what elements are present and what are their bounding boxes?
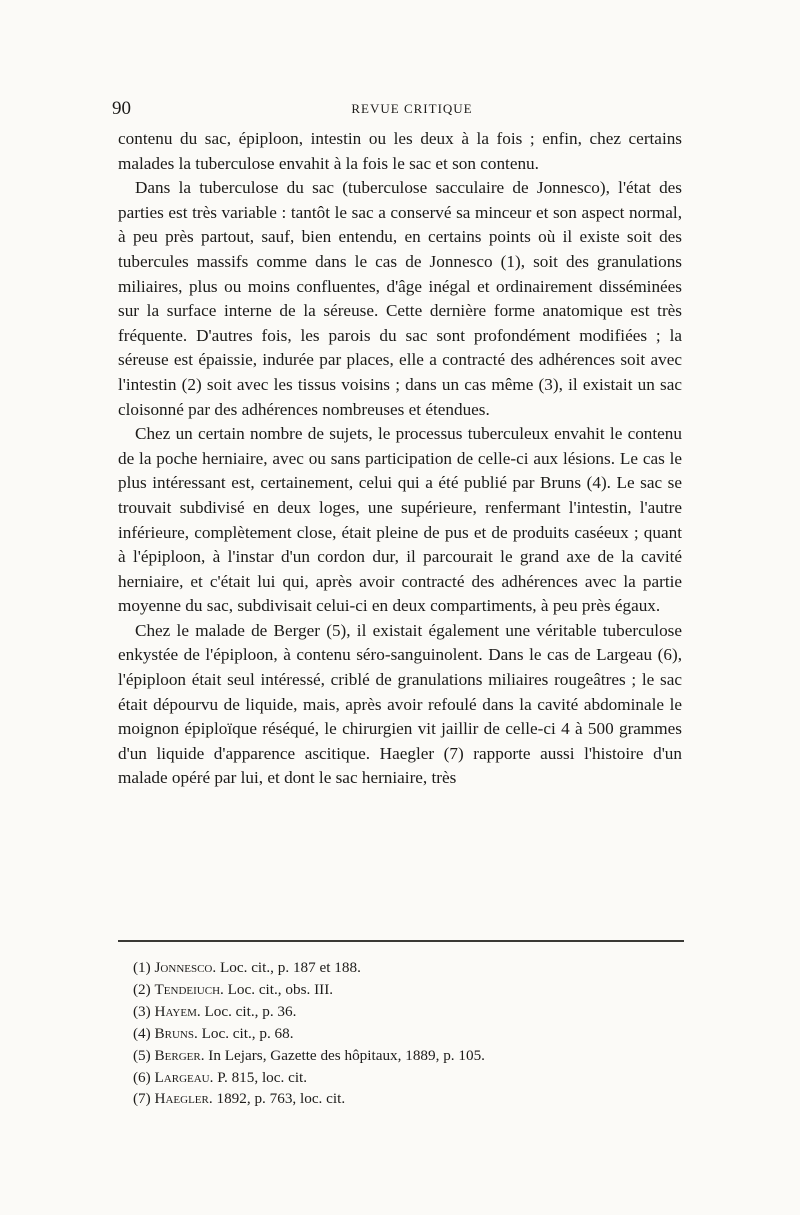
footnote-reference: In Lejars, Gazette des hôpitaux, 1889, p. 105. (208, 1046, 485, 1064)
footnote-author: Berger. (154, 1046, 205, 1064)
footnote (133, 1001, 673, 1023)
paragraph: Dans la tuberculose du sac (tuberculose sacculaire de Jonnesco), l'état des parties est très variable : tantôt le sac a conservé sa minceur et son aspect normal, à peu près partout, sauf, bien entendu, en certains points où il existe soit des tubercules massifs comme dans le cas de Jonnesco (1), soit des granulations miliaires, plus ou moins confluentes, d'âge inégal et ordinairement disséminées sur la surface interne de la séreuse. Cette dernière forme anatomique est très fréquente. D'autres fois, les parois du sac sont profondément modifiées ; la séreuse est épaissie, indurée par places, elle a contracté des adhérences soit avec l'intestin (2) soit avec les tissus voisins ; dans un cas même (3), il existait un sac cloisonné par des adhérences nombreuses et étendues. (118, 178, 682, 419)
footnote-reference: 1892, p. 763, loc. cit. (216, 1090, 346, 1108)
footnote-author: Bruns. (154, 1024, 198, 1042)
footnote-number: (3) (133, 1002, 151, 1020)
footnote (133, 979, 673, 1001)
paragraph: contenu du sac, épiploon, intestin ou les deux à la fois ; enfin, chez certains malades la tuberculose envahit à la fois le sac et son contenu. (118, 129, 682, 173)
footnote-author: Haegler. (154, 1090, 213, 1108)
footnote-reference: Loc. cit., p. 187 et 188. (219, 959, 361, 976)
footnote-reference: P. 815, loc. cit. (217, 1068, 308, 1086)
footnote-number: (5) (133, 1046, 151, 1064)
footnote-author: Hayem. (154, 1002, 201, 1020)
page-number: 90 (112, 98, 131, 119)
footnote-author: Tendeiuch. (154, 980, 224, 998)
paragraph: Chez le malade de Berger (5), il existait également une véritable tuberculose enkystée de l'épiploon, à contenu séro-sanguinolent. Dans le cas de Largeau (6), l'épiploon était seul intéressé, criblé de granulations miliaires rougeâtres ; le sac était dépourvu de liquide, mais, après avoir refoulé dans la cavité abdominale le moignon épiploïque réséqué, le chirurgien vit jaillir de celle-ci 4 à 500 grammes d'un liquide d'apparence ascitique. Haegler (7) rapporte aussi l'histoire d'un malade opéré par lui, et dont le sac herniaire, très (118, 620, 682, 788)
footnote-reference: Loc. cit., p. 68. (201, 1024, 294, 1042)
footnote-author: Largeau. (154, 1068, 214, 1086)
footnotes (133, 957, 673, 1110)
footnote-number: (2) (133, 980, 151, 998)
footnote-number: (6) (133, 1068, 151, 1086)
footnote-author: Jonnesco. (154, 959, 217, 976)
footnote-reference: Loc. cit., p. 36. (204, 1002, 297, 1020)
footnote-number: (1) (133, 959, 151, 976)
footnote (133, 1067, 673, 1089)
footnote-number: (4) (133, 1024, 151, 1042)
page-header (112, 98, 712, 122)
footnote-number: (7) (133, 1090, 151, 1108)
body-text (118, 127, 682, 791)
footnote (133, 1088, 673, 1110)
footnote-reference: Loc. cit., obs. III. (227, 980, 334, 998)
paragraph: Chez un certain nombre de sujets, le processus tuberculeux envahit le contenu de la poche herniaire, avec ou sans participation de celle-ci aux lésions. Le cas le plus intéressant est, certainement, celui qui a été publié par Bruns (4). Le sac se trouvait subdivisé en deux loges, une supérieure, renfermant l'intestin, l'autre inférieure, complètement close, était pleine de pus et de produits caséeux ; quant à l'épiploon, à l'instar d'un cordon dur, il parcourait le grand axe de la cavité herniaire, et c'était lui qui, après avoir contracté des adhérences avec la partie moyenne du sac, subdivisait celui-ci en deux compartiments, à peu près égaux. (118, 424, 682, 616)
running-head: REVUE CRITIQUE (351, 101, 473, 116)
footnote (133, 957, 673, 979)
footnote (133, 1023, 673, 1045)
footnote (133, 1045, 673, 1067)
footnote-rule (118, 940, 684, 942)
